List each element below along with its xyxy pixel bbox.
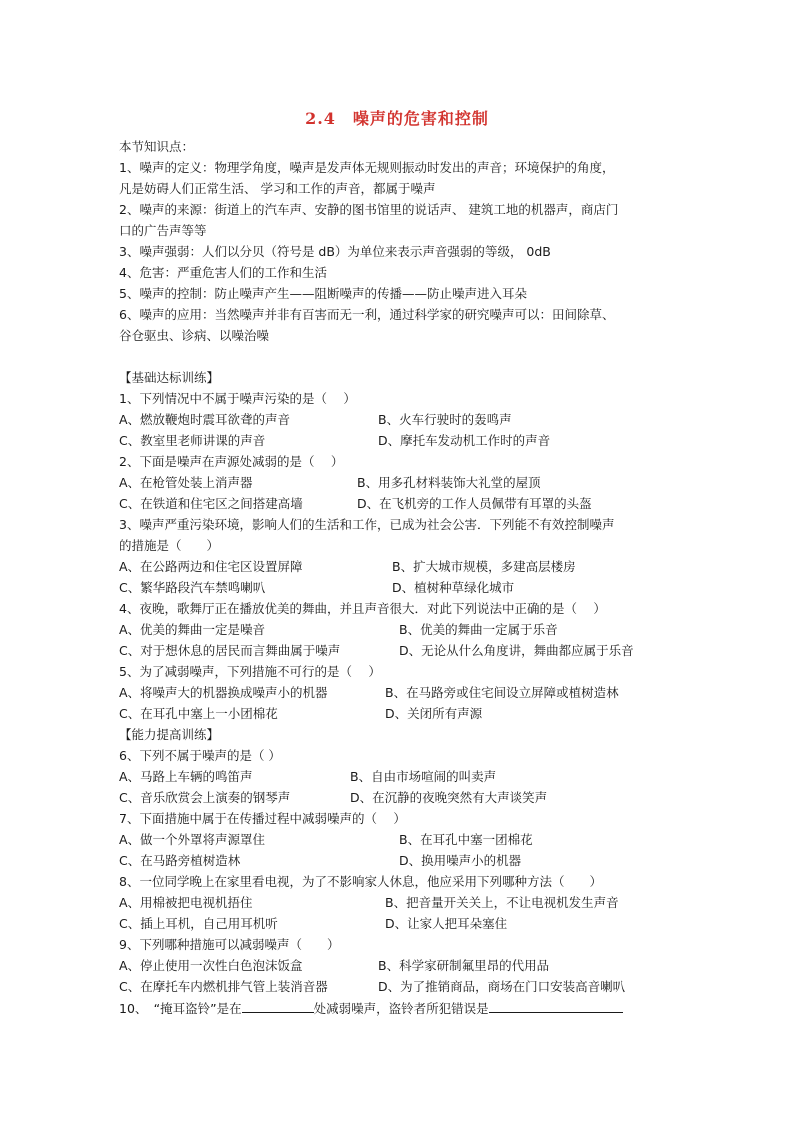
question-2-option-c: C、在铁道和住宅区之间搭建高墙 [119, 496, 303, 511]
question-1-option-b: B、火车行驶时的轰鸣声 [378, 412, 512, 427]
question-6-option-b: B、自由市场喧闹的叫卖声 [350, 769, 497, 784]
question-7-option-a: A、做一个外罩将声源罩住 [119, 832, 266, 847]
question-9-option-c: C、在摩托车内燃机排气管上装消音器 [119, 979, 328, 994]
question-7-option-c: C、在马路旁植树造林 [119, 853, 241, 868]
question-5-option-b: B、在马路旁或住宅间设立屏障或植树造林 [385, 685, 619, 700]
question-4-option-c: C、对于想休息的居民而言舞曲属于噪声 [119, 643, 341, 658]
question-6-stem: 6、下列不属于噪声的是（ ） [119, 748, 281, 763]
question-9-option-d: D、为了推销商品，商场在门口安装高音喇叭 [378, 979, 626, 994]
question-4-option-a: A、优美的舞曲一定是噪音 [119, 622, 266, 637]
knowledge-line-9: 谷仓驱虫、诊病、以噪治噪 [119, 328, 270, 343]
question-1-option-d: D、摩托车发动机工作时的声音 [378, 433, 551, 448]
question-9-option-a: A、停止使用一次性白色泡沫饭盒 [119, 958, 303, 973]
question-8-option-d: D、让家人把耳朵塞住 [385, 916, 508, 931]
question-10-part-2: 处减弱噪声，盗铃者所犯错误是 [313, 1001, 489, 1016]
question-7-option-d: D、换用噪声小的机器 [399, 853, 522, 868]
question-1-stem: 1、下列情况中不属于噪声污染的是（ ） [119, 391, 356, 406]
question-2-option-d: D、在飞机旁的工作人员佩带有耳罩的头盔 [357, 496, 592, 511]
question-3-option-a: A、在公路两边和住宅区设置屏障 [119, 559, 303, 574]
question-3-option-b: B、扩大城市规模，多建高层楼房 [392, 559, 576, 574]
question-3-option-c: C、繁华路段汽车禁鸣喇叭 [119, 580, 266, 595]
question-2-option-a: A、在枪管处装上消声器 [119, 475, 253, 490]
question-3-stem-line-1: 3、噪声严重污染环境，影响人们的生活和工作，已成为社会公害．下列能不有效控制噪声 [119, 517, 615, 532]
question-7-option-b: B、在耳孔中塞一团棉花 [399, 832, 533, 847]
knowledge-line-5: 3、噪声强弱：人们以分贝（符号是 dB）为单位来表示声音强弱的等级， 0dB [119, 244, 551, 259]
section-advanced-heading: 【能力提高训练】 [119, 727, 220, 742]
knowledge-line-6: 4、危害：严重危害人们的工作和生活 [119, 265, 327, 280]
knowledge-line-8: 6、噪声的应用：当然噪声并非有百害而无一利，通过科学家的研究噪声可以：田间除草、 [119, 307, 615, 322]
answer-blank-2[interactable] [489, 999, 623, 1013]
question-5-option-c: C、在耳孔中塞上一小团棉花 [119, 706, 278, 721]
question-10 [119, 999, 623, 1018]
section-basic-heading: 【基础达标训练】 [119, 370, 220, 385]
question-9-option-b: B、科学家研制氟里昂的代用品 [378, 958, 550, 973]
page-title: 2.4 噪声的危害和控制 [305, 109, 489, 128]
question-8-option-b: B、把音量开关关上，不让电视机发生声音 [385, 895, 619, 910]
question-6-option-c: C、音乐欣赏会上演奏的钢琴声 [119, 790, 291, 805]
question-3-option-d: D、植树种草绿化城市 [392, 580, 515, 595]
knowledge-line-2: 凡是妨碍人们正常生活、 学习和工作的声音，都属于噪声 [119, 181, 436, 196]
question-2-stem: 2、下面是噪声在声源处减弱的是（ ） [119, 454, 344, 469]
question-3-stem-line-2: 的措施是（ ） [119, 538, 220, 553]
question-4-stem: 4、夜晚，歌舞厅正在播放优美的舞曲，并且声音很大．对此下列说法中正确的是（ ） [119, 601, 606, 616]
question-8-option-a: A、用棉被把电视机捂住 [119, 895, 253, 910]
answer-blank-1[interactable] [242, 999, 314, 1013]
question-4-option-b: B、优美的舞曲一定属于乐音 [399, 622, 558, 637]
question-9-stem: 9、下列哪种措施可以减弱噪声（ ） [119, 937, 340, 952]
knowledge-line-3: 2、噪声的来源：街道上的汽车声、安静的图书馆里的说话声、 建筑工地的机器声，商店门 [119, 202, 619, 217]
question-1-option-c: C、教室里老师讲课的声音 [119, 433, 266, 448]
question-1-option-a: A、燃放鞭炮时震耳欲聋的声音 [119, 412, 291, 427]
knowledge-heading: 本节知识点： [119, 139, 195, 154]
question-7-stem: 7、下面措施中属于在传播过程中减弱噪声的（ ） [119, 811, 406, 826]
question-5-option-a: A、将噪声大的机器换成噪声小的机器 [119, 685, 328, 700]
question-8-stem: 8、一位同学晚上在家里看电视，为了不影响家人休息，他应采用下列哪种方法（ ） [119, 874, 602, 889]
knowledge-line-1: 1、噪声的定义：物理学角度，噪声是发声体无规则振动时发出的声音；环境保护的角度， [119, 160, 615, 175]
question-8-option-c: C、插上耳机，自己用耳机听 [119, 916, 278, 931]
question-6-option-a: A、马路上车辆的鸣笛声 [119, 769, 253, 784]
question-5-stem: 5、为了减弱噪声，下列措施不可行的是（ ） [119, 664, 381, 679]
question-6-option-d: D、在沉静的夜晚突然有大声谈笑声 [350, 790, 548, 805]
question-5-option-d: D、关闭所有声源 [385, 706, 483, 721]
knowledge-line-7: 5、噪声的控制：防止噪声产生——阻断噪声的传播——防止噪声进入耳朵 [119, 286, 527, 301]
question-4-option-d: D、无论从什么角度讲，舞曲都应属于乐音 [399, 643, 634, 658]
question-10-part-1: 10、 “掩耳盗铃”是在 [119, 1001, 242, 1016]
knowledge-line-4: 口的广告声等等 [119, 223, 207, 238]
question-2-option-b: B、用多孔材料装饰大礼堂的屋顶 [357, 475, 541, 490]
